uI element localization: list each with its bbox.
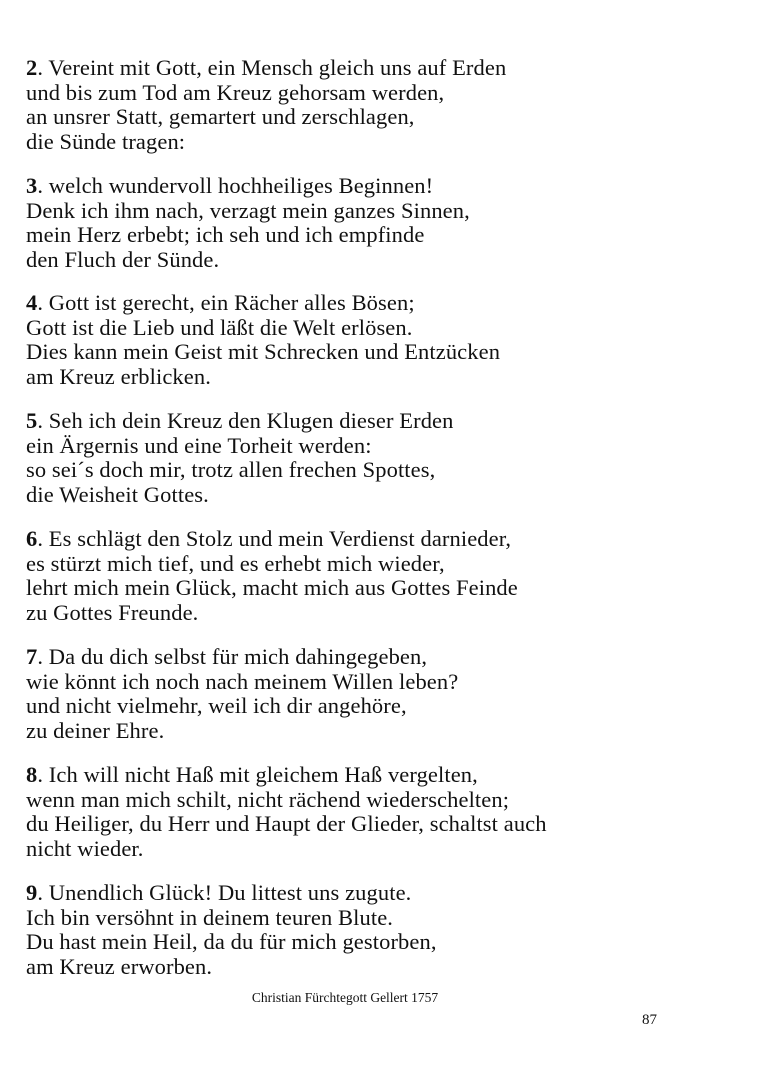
verse-line: den Fluch der Sünde. xyxy=(26,246,220,272)
verse-line xyxy=(26,645,746,670)
verse-line: am Kreuz erworben. xyxy=(26,953,213,979)
verse-line: und bis zum Tod am Kreuz gehorsam werden, xyxy=(26,79,445,105)
verse-line xyxy=(26,763,746,788)
verse-8 xyxy=(26,763,746,861)
verse-6 xyxy=(26,527,746,625)
verse-number: 2 xyxy=(26,55,38,80)
verse-line: Ich bin versöhnt in deinem teuren Blute. xyxy=(26,904,394,930)
verse-first-line: . Gott ist gerecht, ein Rächer alles Bösen; xyxy=(37,290,415,315)
verse-3 xyxy=(26,174,746,272)
verse-line: nicht wieder. xyxy=(26,835,144,861)
verse-first-line: . Es schlägt den Stolz und mein Verdienst darnieder, xyxy=(37,526,512,551)
verse-line: am Kreuz erblicken. xyxy=(26,363,211,389)
page-number: 87 xyxy=(642,1012,657,1028)
verse-line: Gott ist die Lieb und läßt die Welt erlösen. xyxy=(26,314,413,340)
verse-number: 8 xyxy=(26,762,38,787)
verse-number: 7 xyxy=(26,644,38,669)
verse-line xyxy=(26,291,746,316)
verse-line: Du hast mein Heil, da du für mich gestorben, xyxy=(26,929,437,954)
verse-line: wenn man mich schilt, nicht rächend wiederschelten; xyxy=(26,786,510,812)
verse-7 xyxy=(26,645,746,743)
verse-line: zu Gottes Freunde. xyxy=(26,599,199,625)
verse-first-line: . Seh ich dein Kreuz den Klugen dieser Erden xyxy=(37,408,454,433)
verse-line: du Heiliger, du Herr und Haupt der Glieder, schaltst auch xyxy=(26,811,547,836)
verse-line: Denk ich ihm nach, verzagt mein ganzes Sinnen, xyxy=(26,197,470,223)
verse-line: Dies kann mein Geist mit Schrecken und Entzücken xyxy=(26,339,501,364)
verse-2 xyxy=(26,56,746,154)
verse-first-line: . Unendlich Glück! Du littest uns zugute. xyxy=(37,880,412,905)
verse-line: es stürzt mich tief, und es erhebt mich wieder, xyxy=(26,550,445,576)
verse-first-line: . welch wundervoll hochheiliges Beginnen! xyxy=(37,173,434,198)
verse-line: lehrt mich mein Glück, macht mich aus Gottes Feinde xyxy=(26,575,518,600)
verse-number: 4 xyxy=(26,290,38,315)
verse-line: die Weisheit Gottes. xyxy=(26,481,209,507)
verse-number: 5 xyxy=(26,408,38,433)
verse-line: wie könnt ich noch nach meinem Willen leben? xyxy=(26,668,459,694)
verse-line xyxy=(26,56,746,81)
verse-first-line: . Vereint mit Gott, ein Mensch gleich uns auf Erden xyxy=(37,55,507,80)
verse-line xyxy=(26,527,746,552)
verse-line xyxy=(26,174,746,199)
author-attribution: Christian Fürchtegott Gellert 1757 xyxy=(251,990,439,1005)
verse-line: so sei´s doch mir, trotz allen frechen Spottes, xyxy=(26,457,436,482)
verse-4 xyxy=(26,291,746,389)
verse-line: und nicht vielmehr, weil ich dir angehöre, xyxy=(26,693,407,718)
verse-9 xyxy=(26,881,746,979)
verse-line: ein Ärgernis und eine Torheit werden: xyxy=(26,432,372,458)
verse-line xyxy=(26,409,746,434)
verse-line: mein Herz erbebt; ich seh und ich empfinde xyxy=(26,222,425,247)
verse-line xyxy=(26,881,746,906)
verse-number: 3 xyxy=(26,173,38,198)
verse-number: 6 xyxy=(26,526,38,551)
verse-number: 9 xyxy=(26,880,38,905)
verse-5 xyxy=(26,409,746,507)
verse-line: zu deiner Ehre. xyxy=(26,717,165,743)
verse-first-line: . Ich will nicht Haß mit gleichem Haß vergelten, xyxy=(37,762,478,787)
verse-line: an unsrer Statt, gemartert und zerschlagen, xyxy=(26,104,415,129)
verse-line: die Sünde tragen: xyxy=(26,128,186,154)
verse-first-line: . Da du dich selbst für mich dahingegeben, xyxy=(37,644,428,669)
